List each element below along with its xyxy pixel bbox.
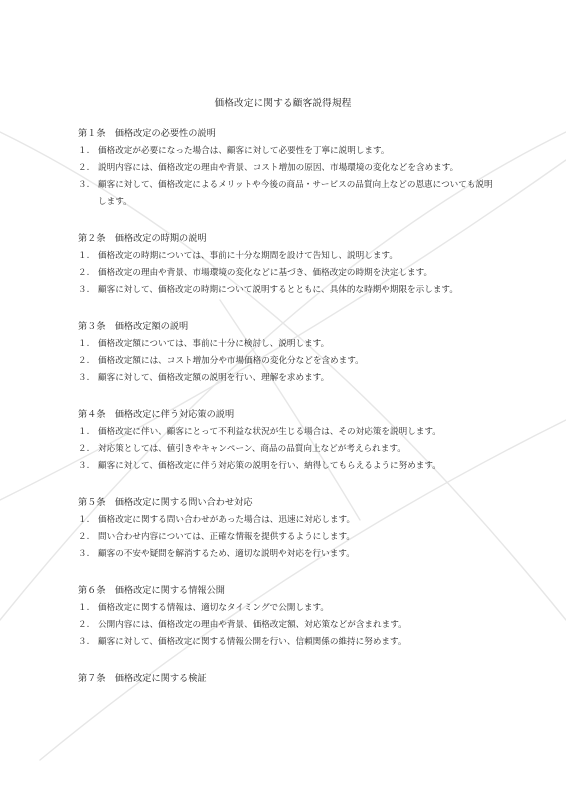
item-text: 価格改定額には、コスト増加分や市場価格の変化分などを含めます。: [98, 356, 364, 366]
item-number: ２.: [78, 356, 90, 366]
item-number: １.: [78, 515, 90, 525]
item-number: １.: [78, 251, 90, 261]
item-text: 顧客に対して、価格改定に伴う対応策の説明を行い、納得してもらえるように努めます。: [98, 461, 441, 471]
list-item: [78, 143, 498, 160]
document-title: 価格改定に関する顧客説得規程: [214, 98, 352, 109]
item-number: ３.: [78, 373, 90, 383]
item-number: １.: [78, 603, 90, 613]
article-heading: 第４条 価格改定に伴う対応策の説明: [78, 409, 235, 420]
item-text: 説明内容には、価格改定の理由や背景、コスト増加の原因、市場環境の変化などを含めます。: [98, 163, 459, 173]
list-item: [78, 160, 498, 177]
item-number: ２.: [78, 532, 90, 542]
list-item: [78, 529, 498, 546]
article-heading: 第７条 価格改定に関する検証: [78, 673, 207, 684]
item-number: ２.: [78, 163, 90, 173]
list-item: [78, 546, 498, 563]
item-text: 顧客に対して、価格改定に関する情報公開を行い、信頼関係の維持に努めます。: [98, 637, 407, 647]
article-1: [78, 126, 498, 211]
article-heading: 第２条 価格改定の時期の説明: [78, 233, 207, 244]
list-item: [78, 336, 498, 353]
item-number: ３.: [78, 637, 90, 647]
item-text: 顧客の不安や疑問を解消するため、適切な説明や対応を行います。: [98, 549, 355, 559]
list-item: [78, 353, 498, 370]
article-heading: 第５条 価格改定に関する問い合わせ対応: [78, 497, 253, 508]
item-number: ２.: [78, 444, 90, 454]
list-item: [78, 617, 498, 634]
article-7: [78, 671, 498, 686]
item-text: 価格改定に関する情報は、適切なタイミングで公開します。: [98, 603, 330, 613]
list-item: [78, 600, 498, 617]
article-heading: 第１条 価格改定の必要性の説明: [78, 128, 216, 139]
list-item: [78, 177, 498, 211]
list-item: [78, 458, 498, 475]
item-number: ２.: [78, 620, 90, 630]
item-text: 顧客に対して、価格改定によるメリットや今後の商品・サービスの品質向上などの恩恵についても説明します。: [98, 180, 493, 207]
item-number: ３.: [78, 180, 90, 190]
item-text: 公開内容には、価格改定の理由や背景、価格改定額、対応策などが含まれます。: [98, 620, 407, 630]
document-body: [78, 126, 498, 706]
item-text: 価格改定が必要になった場合は、顧客に対して必要性を丁寧に説明します。: [98, 146, 390, 156]
article-2: [78, 231, 498, 299]
item-text: 顧客に対して、価格改定の時期について説明するとともに、具体的な時期や期限を示します。: [98, 285, 458, 295]
item-number: １.: [78, 339, 90, 349]
article-heading: 第６条 価格改定に関する情報公開: [78, 585, 225, 596]
item-number: ３.: [78, 461, 90, 471]
item-number: １.: [78, 427, 90, 437]
list-item: [78, 424, 498, 441]
list-item: [78, 282, 498, 299]
item-text: 価格改定額については、事前に十分に検討し、説明します。: [98, 339, 330, 349]
list-item: [78, 370, 498, 387]
list-item: [78, 441, 498, 458]
item-text: 問い合わせ内容については、正確な情報を提供するようにします。: [98, 532, 355, 542]
list-item: [78, 634, 498, 651]
item-text: 顧客に対して、価格改定額の説明を行い、理解を求めます。: [98, 373, 330, 383]
article-heading: 第３条 価格改定額の説明: [78, 321, 189, 332]
list-item: [78, 265, 498, 282]
item-text: 価格改定の理由や背景、市場環境の変化などに基づき、価格改定の時期を決定します。: [98, 268, 433, 278]
article-3: [78, 319, 498, 387]
item-number: ２.: [78, 268, 90, 278]
item-number: ３.: [78, 285, 90, 295]
article-4: [78, 407, 498, 475]
item-text: 対応策としては、値引きやキャンペーン、商品の品質向上などが考えられます。: [98, 444, 406, 454]
item-text: 価格改定に伴い、顧客にとって不利益な状況が生じる場合は、その対応策を説明します。: [98, 427, 441, 437]
item-number: ３.: [78, 549, 90, 559]
item-text: 価格改定に関する問い合わせがあった場合は、迅速に対応します。: [98, 515, 356, 525]
item-text: 価格改定の時期については、事前に十分な期間を設けて告知し、説明します。: [98, 251, 398, 261]
article-6: [78, 583, 498, 651]
list-item: [78, 512, 498, 529]
item-number: １.: [78, 146, 90, 156]
list-item: [78, 248, 498, 265]
article-5: [78, 495, 498, 563]
